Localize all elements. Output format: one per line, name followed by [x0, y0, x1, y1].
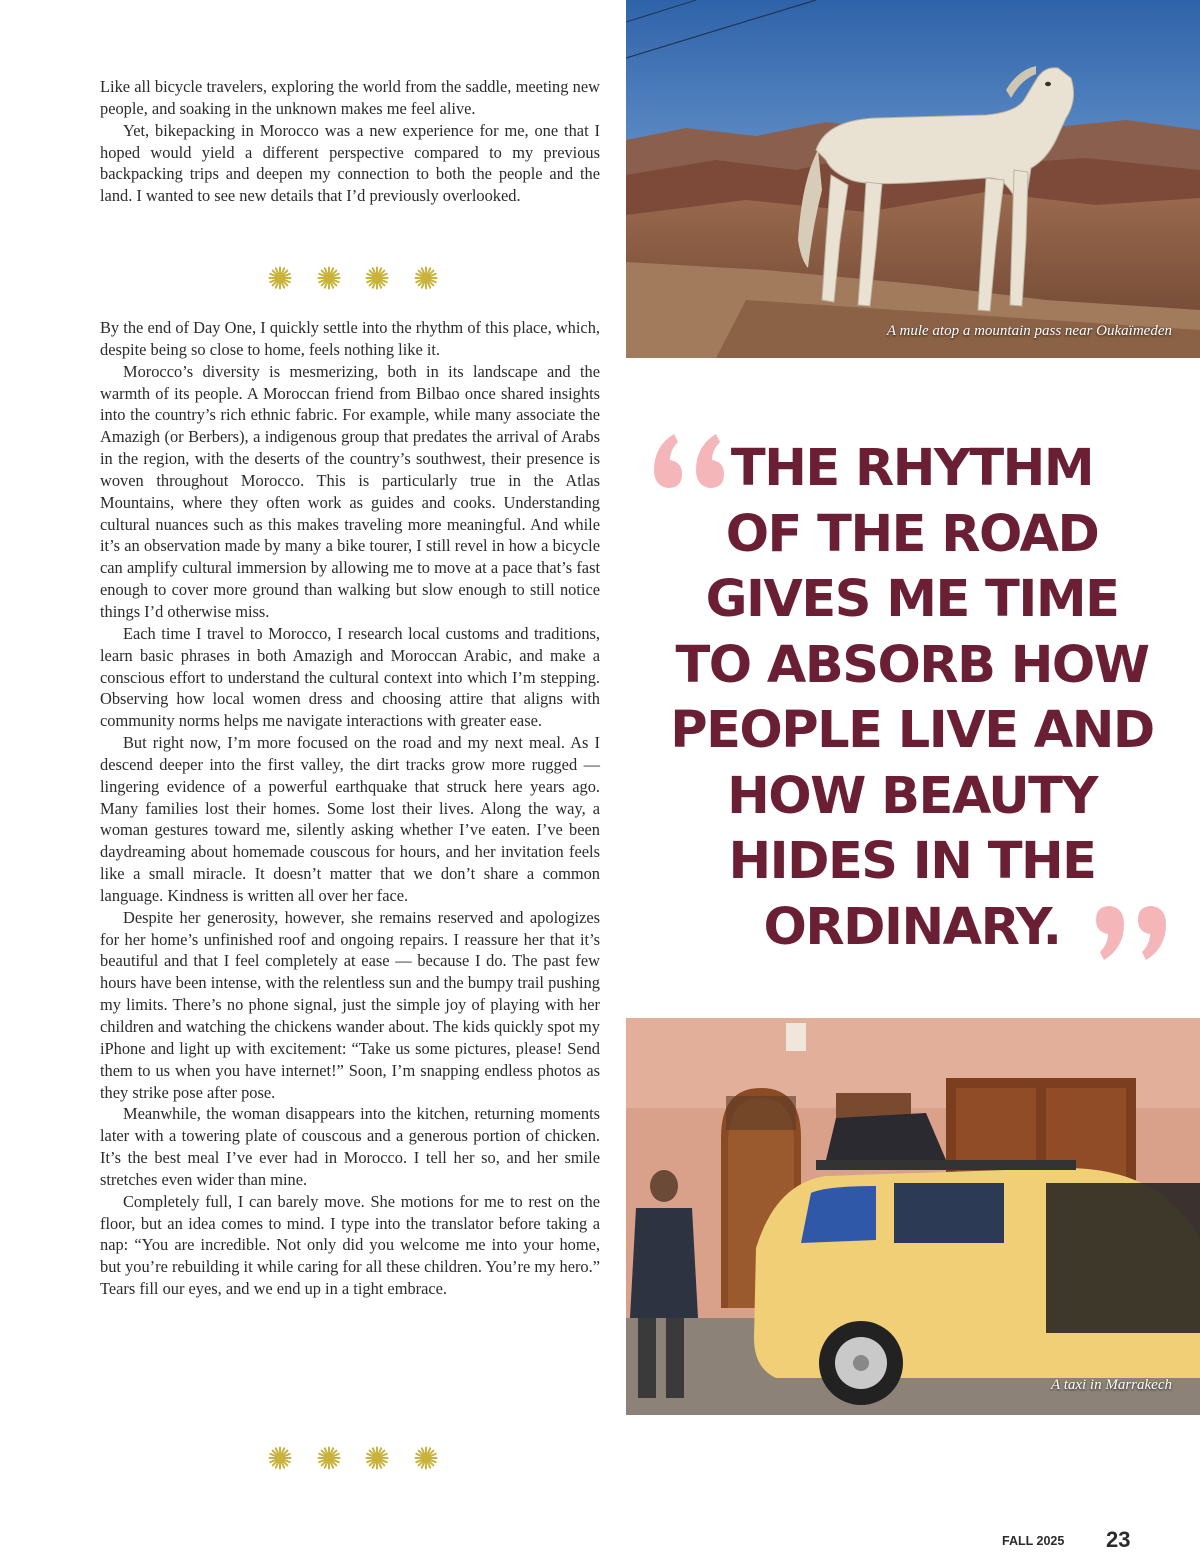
paragraph: By the end of Day One, I quickly settle into the rhythm of this place, which, despite being so close to home, feels nothing like it.	[100, 318, 600, 359]
pull-quote-line: TO ABSORB HOW	[675, 635, 1149, 695]
photo-caption: A taxi in Marrakech	[1051, 1377, 1172, 1393]
paragraph: Meanwhile, the woman disappears into the kitchen, returning moments later with a towering plate of couscous and a generous portion of chicken. It’s the best meal I’ve ever had in Morocco. I tell her so, and her smile stretches even wider than mine.	[100, 1104, 600, 1189]
paragraph: Morocco’s diversity is mesmerizing, both in its landscape and the warmth of its people. A Moroccan friend from Bilbao once shared insights into the country’s rich ethnic fabric. For example, while many associate the Amazigh (or Berbers), a indigenous group that predates the arrival of Arabs in the region, with the deserts of the country’s southwest, their presence is woven throughout Morocco. This is particularly true in the Atlas Mountains, where they often work as guides and cooks. Understanding cultural nuances such as this makes traveling more meaningful. And while it’s an observation made by many a bike tourer, I still revel in how a bicycle can amplify cultural immersion by allowing me to move at a pace that’s fast enough to cover more ground than walking but slow enough to still notice things I’d otherwise miss.	[100, 361, 600, 621]
pull-quote-line: GIVES ME TIME	[705, 570, 1119, 629]
sun-burst-icon	[268, 1446, 292, 1470]
taxi-photo	[626, 1018, 1200, 1415]
sun-burst-icon	[317, 266, 341, 290]
intro-text	[100, 76, 600, 207]
sun-burst-icon	[268, 266, 292, 290]
paragraph: Like all bicycle travelers, exploring the world from the saddle, meeting new people, and soaking in the unknown makes me feel alive.	[100, 77, 600, 118]
pull-quote-line: ORDINARY.	[763, 897, 1061, 957]
section-divider	[268, 1443, 438, 1473]
taxi-illustration	[626, 1018, 1200, 1415]
pull-quote-line: PEOPLE LIVE AND	[670, 701, 1154, 760]
sun-burst-icon	[414, 266, 438, 290]
pull-quote-line: THE RHYTHM	[730, 439, 1094, 498]
photo-caption: A mule atop a mountain pass near Oukaïmeden	[886, 323, 1172, 339]
sun-burst-icon	[365, 1446, 389, 1470]
paragraph: But right now, I’m more focused on the road and my next meal. As I descend deeper into the first valley, the dirt tracks grow more rugged — lingering evidence of a powerful earthquake that struck here years ago. Many families lost their homes. Some lost their lives. Along the way, a woman gestures toward me, silently asking whether I’ve eaten. I’ve been daydreaming about homemade couscous for hours, and her invitation feels like a small miracle. It doesn’t matter that we don’t share a common language. Kindness is written all over her face.	[100, 733, 600, 905]
page-number: 23	[1106, 1527, 1131, 1552]
close-quote-icon	[1088, 902, 1172, 962]
paragraph: Despite her generosity, however, she remains reserved and apologizes for her home’s unfinished roof and ongoing repairs. I reassure her that it’s beautiful and that I feel completely at ease — because I do. The past few hours have been intense, with the relentless sun and the bumpy trail pushing my limits. There’s no phone signal, just the simple joy of playing with her children and watching the chickens wander about. The kids quickly spot my iPhone and light up with excitement: “Take us some pictures, please! Send them to us when you have internet!” Soon, I’m snapping endless photos as they strike pose after pose.	[100, 907, 600, 1102]
sun-burst-icon	[317, 1446, 341, 1470]
pull-quote-line: OF THE ROAD	[725, 504, 1099, 564]
sun-burst-icon	[414, 1446, 438, 1470]
sun-burst-icon	[365, 266, 389, 290]
pull-quote-line: HIDES IN THE	[728, 832, 1096, 891]
mule-photo	[626, 0, 1200, 358]
paragraph: Yet, bikepacking in Morocco was a new experience for me, one that I hoped would yield a different perspective compared to my previous backpacking trips and deepen my connection to both the people and the land. I wanted to see new details that I’d previously overlooked.	[100, 120, 600, 206]
paragraph: Each time I travel to Morocco, I research local customs and traditions, learn basic phrases in both Amazigh and Moroccan Arabic, and make a conscious effort to understand the cultural context into which I’m stepping. Observing how local women dress and choosing attire that aligns with community norms helps me navigate interactions with greater ease.	[100, 623, 600, 731]
paragraph: Completely full, I can barely move. She motions for me to rest on the floor, but an idea comes to mind. I type into the translator before taking a nap: “You are incredible. Not only did you welcome me into your home, but you’re rebuilding it while caring for all these children. You’re my hero.” Tears fill our eyes, and we end up in a tight embrace.	[100, 1191, 600, 1299]
issue-label: FALL 2025	[1002, 1534, 1065, 1548]
pull-quote	[642, 436, 1182, 960]
mule-illustration	[626, 0, 1200, 358]
pull-quote-line: HOW BEAUTY	[727, 766, 1097, 826]
body-text	[100, 317, 600, 1300]
section-divider	[268, 263, 438, 293]
